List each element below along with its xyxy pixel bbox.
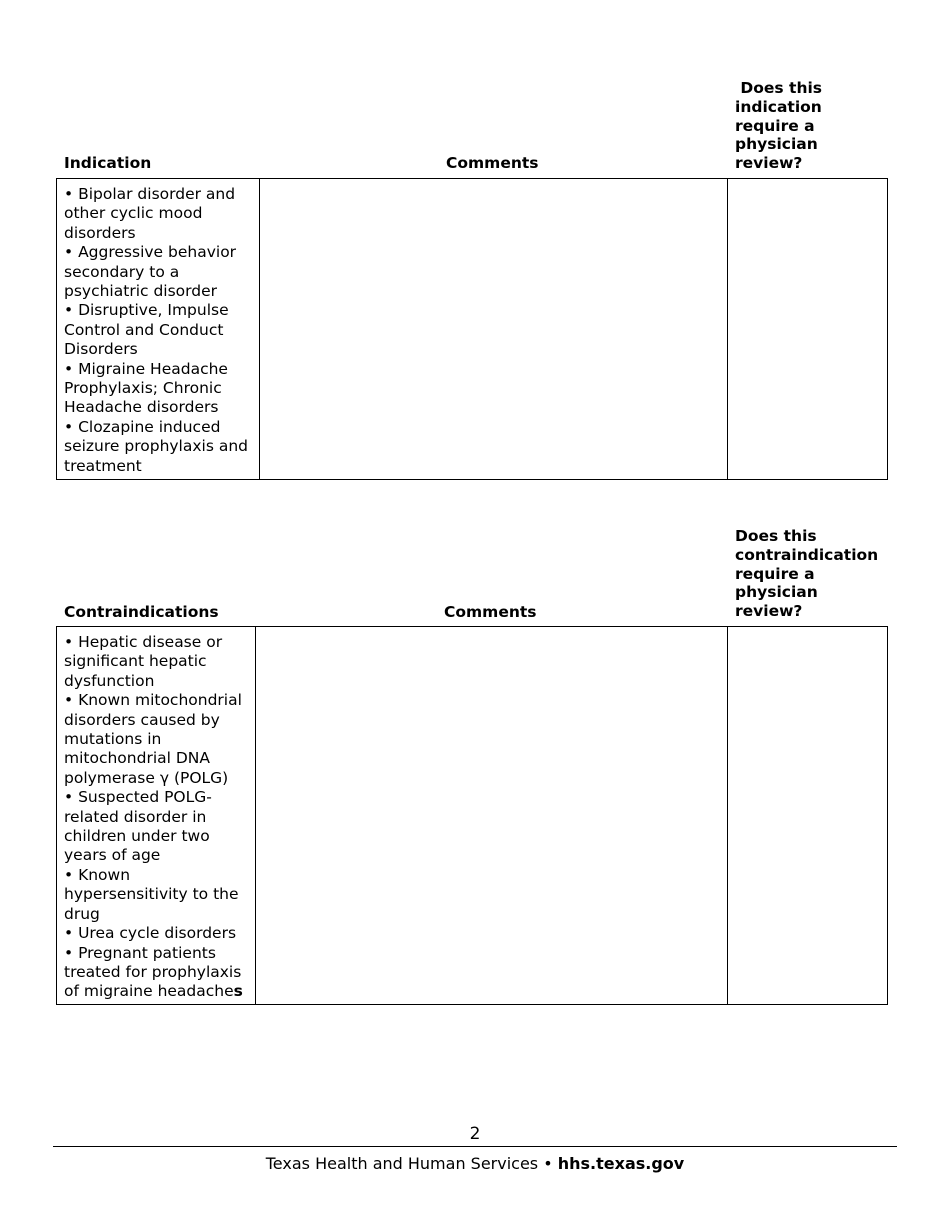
comments-header-2: Comments [444, 603, 537, 621]
header-line: contraindication [735, 545, 879, 564]
list-item: • Hepatic disease or significant hepatic dysfunction [64, 633, 223, 690]
physician-review-header-1 [735, 79, 822, 173]
contraindications-table [56, 626, 888, 1005]
header-line: require a [735, 564, 815, 583]
footer-org: Texas Health and Human Services • [265, 1154, 558, 1173]
header-line: require a [735, 116, 815, 135]
list-item: • Clozapine induced seizure prophylaxis and treatment [64, 417, 249, 475]
column-divider [727, 627, 728, 1004]
header-line: physician [735, 583, 818, 602]
physician-review-header-2 [735, 527, 878, 621]
list-item: • Suspected POLG- related disorder in children under two years of age [64, 788, 212, 865]
list-item: • Aggressive behavior secondary to a psychiatric disorder [64, 243, 237, 301]
contraindications-header: Contraindications [64, 603, 219, 621]
list-item: • Known hypersensitivity to the drug [64, 865, 239, 923]
header-line: Does this [735, 527, 817, 545]
footer-divider [53, 1146, 897, 1147]
footer-site-link[interactable]: hhs.texas.gov [557, 1154, 685, 1173]
column-divider [255, 627, 256, 1004]
list-item: • Pregnant patients treated for prophylaxis of migraine headaches [64, 943, 243, 1001]
header-line: Does this [735, 79, 823, 97]
column-divider [259, 179, 260, 479]
indication-table [56, 178, 888, 480]
comments-header-1: Comments [446, 154, 539, 172]
list-item: • Disruptive, Impulse Control and Conduct Disorders [64, 301, 229, 359]
header-line: review? [735, 154, 803, 173]
list-item: • Known mitochondrial disorders caused by mutations in mitochondrial DNA polymerase γ (POLG) [64, 691, 242, 787]
list-item: • Bipolar disorder and other cyclic mood disorders [64, 185, 236, 242]
header-line: review? [735, 602, 803, 621]
list-item: • Migraine Headache Prophylaxis; Chronic Headache disorders [64, 359, 228, 417]
header-line: indication [735, 97, 822, 116]
indication-list [64, 185, 248, 476]
column-divider [727, 179, 728, 479]
contraindication-list [64, 633, 243, 1002]
footer [0, 1154, 950, 1173]
indication-header: Indication [64, 154, 152, 172]
header-line: physician [735, 135, 818, 154]
list-item: • Urea cycle disorders [64, 924, 237, 943]
page-number: 2 [469, 1124, 481, 1144]
